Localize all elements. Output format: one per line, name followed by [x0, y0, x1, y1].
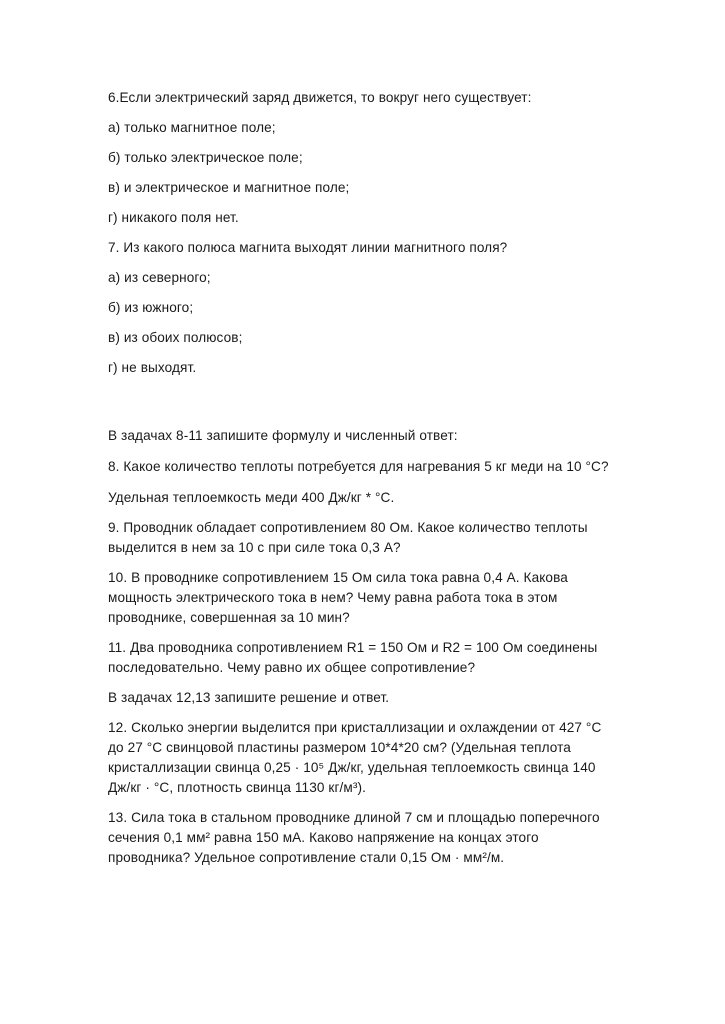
q6-option-b: б) только электрическое поле; — [108, 150, 303, 165]
section-heading-12-13: В задачах 12,13 запишите решение и ответ. — [108, 690, 390, 705]
q7-option-b: б) из южного; — [108, 300, 194, 315]
question-10-line-3: проводнике, совершенная за 10 мин? — [108, 610, 350, 625]
question-8-line-1: 8. Какое количество теплоты потребуется для нагревания 5 кг меди на 10 °С? — [108, 459, 609, 474]
question-9-line-2: выделится в нем за 10 с при силе тока 0,3 А? — [108, 540, 401, 555]
question-13-line-1: 13. Сила тока в стальном проводнике длиной 7 см и площадью поперечного — [108, 810, 600, 825]
question-13-line-2: сечения 0,1 мм² равна 150 мА. Каково напряжение на концах этого — [108, 830, 539, 845]
q6-option-d: г) никакого поля нет. — [108, 210, 239, 225]
question-12-line-3: кристаллизации свинца 0,25 · 10⁵ Дж/кг, удельная теплоемкость свинца 140 — [108, 760, 596, 775]
question-12-line-2: до 27 °С свинцовой пластины размером 10*4*20 см? (Удельная теплота — [108, 740, 571, 755]
q7-option-a: а) из северного; — [108, 270, 211, 285]
question-11-line-2: последовательно. Чему равно их общее сопротивление? — [108, 660, 476, 675]
question-12-line-4: Дж/кг · °С, плотность свинца 1130 кг/м³). — [108, 780, 366, 795]
q7-option-c: в) из обоих полюсов; — [108, 330, 243, 345]
question-11-line-1: 11. Два проводника сопротивлением R1 = 150 Ом и R2 = 100 Ом соединены — [108, 640, 598, 655]
question-12-line-1: 12. Сколько энергии выделится при кристаллизации и охлаждении от 427 °С — [108, 720, 602, 735]
question-10-line-2: мощность электрического тока в нем? Чему равна работа тока в этом — [108, 590, 558, 605]
q7-option-d: г) не выходят. — [108, 360, 197, 375]
section-heading-8-11: В задачах 8-11 запишите формулу и численный ответ: — [108, 428, 458, 443]
q6-option-c: в) и электрическое и магнитное поле; — [108, 180, 350, 195]
question-6: 6.Если электрический заряд движется, то вокруг него существует: — [108, 90, 532, 105]
question-7: 7. Из какого полюса магнита выходят линии магнитного поля? — [108, 240, 508, 255]
question-13-line-3: проводника? Удельное сопротивление стали 0,15 Ом · мм²/м. — [108, 850, 505, 865]
q6-option-a: а) только магнитное поле; — [108, 120, 276, 135]
question-8-line-2: Удельная теплоемкость меди 400 Дж/кг * °С. — [108, 490, 395, 505]
question-9-line-1: 9. Проводник обладает сопротивлением 80 Ом. Какое количество теплоты — [108, 520, 588, 535]
question-10-line-1: 10. В проводнике сопротивлением 15 Ом сила тока равна 0,4 А. Какова — [108, 570, 568, 585]
